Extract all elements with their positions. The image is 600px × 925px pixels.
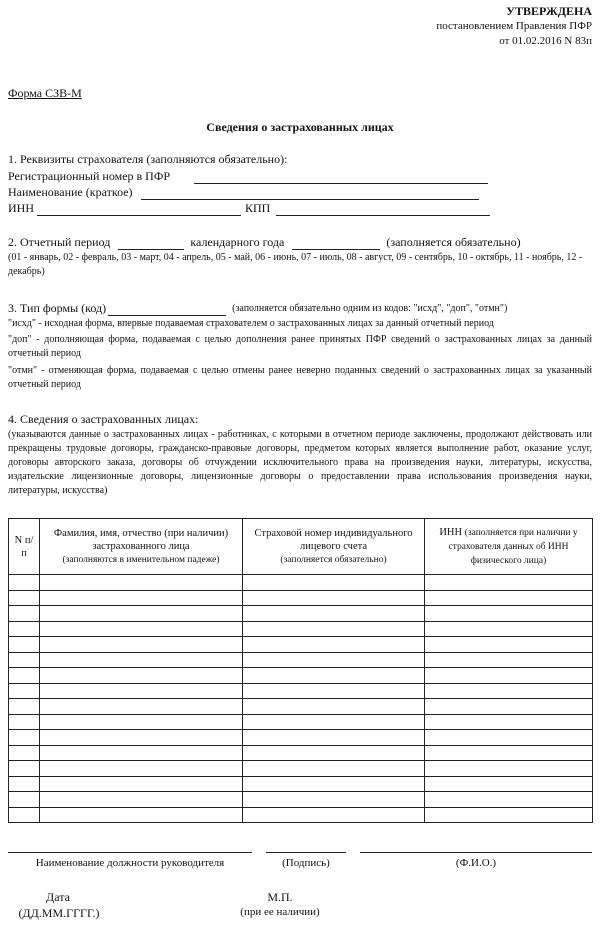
kpp-label: КПП: [245, 201, 271, 215]
col-inn-header: [425, 519, 593, 575]
cell-snils[interactable]: [243, 807, 425, 823]
position-line[interactable]: [8, 852, 252, 853]
inn-kpp-row: [8, 201, 490, 216]
cell-fio[interactable]: [40, 575, 243, 591]
table-row: [9, 730, 593, 746]
signature-caption: (Подпись): [282, 857, 330, 869]
inn-field[interactable]: [37, 204, 241, 216]
cell-number[interactable]: [9, 683, 40, 699]
months-legend: (01 - январь, 02 - февраль, 03 - март, 04 - апрель, 05 - май, 06 - июнь, 07 - июль, 08 - август, 09 - сентябрь, 10 - октябрь, 11 - ноябрь, 12 - декабрь): [8, 252, 583, 277]
cell-snils[interactable]: [243, 714, 425, 730]
cell-snils[interactable]: [243, 730, 425, 746]
approval-line-3: от 01.02.2016 N 83п: [499, 35, 592, 47]
approval-line-1: УТВЕРЖДЕНА: [506, 4, 592, 18]
cell-snils[interactable]: [243, 621, 425, 637]
cell-fio[interactable]: [40, 807, 243, 823]
cell-snils[interactable]: [243, 792, 425, 808]
table-row: [9, 807, 593, 823]
cell-number[interactable]: [9, 668, 40, 684]
col-inn-note: (заполняется при наличии у страхователя данных об ИНН физического лица): [448, 527, 578, 566]
table-body: [9, 575, 593, 823]
year-field[interactable]: [292, 238, 380, 250]
form-name: Форма СЗВ-М: [8, 86, 82, 100]
stamp-note: (при ее наличии): [240, 906, 320, 918]
table-row: [9, 575, 593, 591]
cell-fio[interactable]: [40, 714, 243, 730]
date-format: (ДД.ММ.ГГГГ.): [18, 906, 100, 920]
cell-inn[interactable]: [425, 776, 593, 792]
cell-number[interactable]: [9, 590, 40, 606]
cell-inn[interactable]: [425, 699, 593, 715]
insured-persons-table-wrap: [8, 518, 593, 823]
cell-snils[interactable]: [243, 683, 425, 699]
table-row: [9, 714, 593, 730]
cell-fio[interactable]: [40, 606, 243, 622]
cell-snils[interactable]: [243, 652, 425, 668]
cell-fio[interactable]: [40, 776, 243, 792]
cell-snils[interactable]: [243, 637, 425, 653]
cell-number[interactable]: [9, 621, 40, 637]
document-title: Сведения о застрахованных лицах: [206, 120, 394, 134]
name-row: [8, 185, 479, 200]
cell-fio[interactable]: [40, 668, 243, 684]
signature-line[interactable]: [266, 852, 346, 853]
col-inn-title: ИНН: [439, 526, 463, 538]
reg-number-row: [8, 169, 488, 184]
cell-fio[interactable]: [40, 652, 243, 668]
table-row: [9, 683, 593, 699]
period-label: 2. Отчетный период: [8, 235, 111, 249]
section4-heading: 4. Сведения о застрахованных лицах:: [8, 412, 199, 426]
cell-snils[interactable]: [243, 761, 425, 777]
insured-persons-table: [8, 518, 593, 823]
cell-fio[interactable]: [40, 699, 243, 715]
cell-inn[interactable]: [425, 621, 593, 637]
cell-inn[interactable]: [425, 807, 593, 823]
cell-fio[interactable]: [40, 761, 243, 777]
cell-number[interactable]: [9, 730, 40, 746]
cell-number[interactable]: [9, 606, 40, 622]
table-row: [9, 590, 593, 606]
cell-inn[interactable]: [425, 637, 593, 653]
code-ishd-desc: "исхд" - исходная форма, впервые подаваемая страхователем о застрахованных лицах за данный отчетный период: [8, 318, 494, 329]
cell-number[interactable]: [9, 807, 40, 823]
code-dop-desc: "доп" - дополняющая форма, подаваемая с целью дополнения ранее принятых ПФР сведений о застрахованных лицах за данный отчетный период: [8, 334, 592, 359]
period-row: [8, 235, 521, 250]
cell-snils[interactable]: [243, 606, 425, 622]
table-row: [9, 637, 593, 653]
col-number-header: N п/п: [9, 519, 40, 575]
period-year-text: календарного года: [190, 235, 285, 249]
code-otmn-desc: "отмн" - отменяющая форма, подаваемая с целью отмены ранее неверно поданных сведений о застрахованных лицах за указанный отчетный период: [8, 365, 592, 390]
cell-number[interactable]: [9, 714, 40, 730]
form-type-field[interactable]: [108, 304, 226, 316]
cell-number[interactable]: [9, 745, 40, 761]
cell-inn[interactable]: [425, 745, 593, 761]
cell-fio[interactable]: [40, 590, 243, 606]
cell-inn[interactable]: [425, 652, 593, 668]
table-row: [9, 668, 593, 684]
cell-inn[interactable]: [425, 668, 593, 684]
name-field[interactable]: [141, 188, 479, 200]
cell-inn[interactable]: [425, 575, 593, 591]
table-row: [9, 745, 593, 761]
col-fio-note: (заполняются в именительном падеже): [62, 554, 220, 565]
cell-fio[interactable]: [40, 792, 243, 808]
cell-number[interactable]: [9, 637, 40, 653]
table-row: [9, 652, 593, 668]
section4-description: (указываются данные о застрахованных лицах - работниках, с которыми в отчетном периоде заключены, продолжают действовать или прекращены трудовые договоры, гражданско-правовые договоры, предметом которых является выполнение работ, оказание услуг, договоры авторского заказа, договоры об отчуждении исключительного права на произведения науки, литературы, искусства, издательские лицензионные договоры, лицензионные договоры о предоставлении права использования произведения науки, литературы, искусства): [8, 429, 592, 496]
cell-number[interactable]: [9, 652, 40, 668]
name-label: Наименование (краткое): [8, 185, 133, 199]
approval-stamp: [436, 4, 592, 49]
cell-snils[interactable]: [243, 590, 425, 606]
period-note: (заполняется обязательно): [386, 235, 521, 249]
cell-snils[interactable]: [243, 699, 425, 715]
cell-number[interactable]: [9, 776, 40, 792]
cell-inn[interactable]: [425, 683, 593, 699]
col-snils-note: (заполняется обязательно): [280, 554, 387, 565]
table-row: [9, 776, 593, 792]
cell-inn[interactable]: [425, 606, 593, 622]
cell-fio[interactable]: [40, 745, 243, 761]
reg-number-label: Регистрационный номер в ПФР: [8, 169, 170, 183]
col-fio-header: [40, 519, 243, 575]
kpp-field[interactable]: [276, 204, 490, 216]
table-row: [9, 606, 593, 622]
cell-number[interactable]: [9, 699, 40, 715]
inn-label: ИНН: [8, 201, 34, 215]
section1-heading: 1. Реквизиты страхователя (заполняются обязательно):: [8, 152, 288, 166]
stamp-label: М.П.: [267, 890, 293, 904]
cell-fio[interactable]: [40, 683, 243, 699]
cell-inn[interactable]: [425, 730, 593, 746]
form-type-row: [8, 301, 507, 316]
col-fio-title: Фамилия, имя, отчество (при наличии) застрахованного лица: [53, 527, 229, 552]
cell-snils[interactable]: [243, 668, 425, 684]
table-row: [9, 792, 593, 808]
position-caption: Наименование должности руководителя: [35, 857, 225, 869]
date-label: Дата: [46, 890, 70, 904]
cell-number[interactable]: [9, 792, 40, 808]
cell-snils[interactable]: [243, 776, 425, 792]
cell-inn[interactable]: [425, 590, 593, 606]
reg-number-field[interactable]: [194, 172, 488, 184]
fio-caption: (Ф.И.О.): [455, 857, 497, 869]
table-row: [9, 761, 593, 777]
cell-inn[interactable]: [425, 761, 593, 777]
cell-fio[interactable]: [40, 637, 243, 653]
table-row: [9, 621, 593, 637]
approval-line-2: постановлением Правления ПФР: [436, 20, 592, 32]
cell-snils[interactable]: [243, 745, 425, 761]
table-row: [9, 699, 593, 715]
col-snils-header: [243, 519, 425, 575]
cell-number[interactable]: [9, 575, 40, 591]
cell-inn[interactable]: [425, 714, 593, 730]
cell-number[interactable]: [9, 761, 40, 777]
col-snils-title: Страховой номер индивидуального лицевого счета: [254, 527, 413, 552]
fio-line[interactable]: [360, 852, 592, 853]
cell-inn[interactable]: [425, 792, 593, 808]
table-header-row: [9, 519, 593, 575]
cell-fio[interactable]: [40, 621, 243, 637]
period-field[interactable]: [118, 238, 184, 250]
form-type-note: (заполняется обязательно одним из кодов: "исхд", "доп", "отмн"): [232, 303, 508, 314]
cell-fio[interactable]: [40, 730, 243, 746]
cell-snils[interactable]: [243, 575, 425, 591]
form-type-label: 3. Тип формы (код): [8, 301, 107, 315]
